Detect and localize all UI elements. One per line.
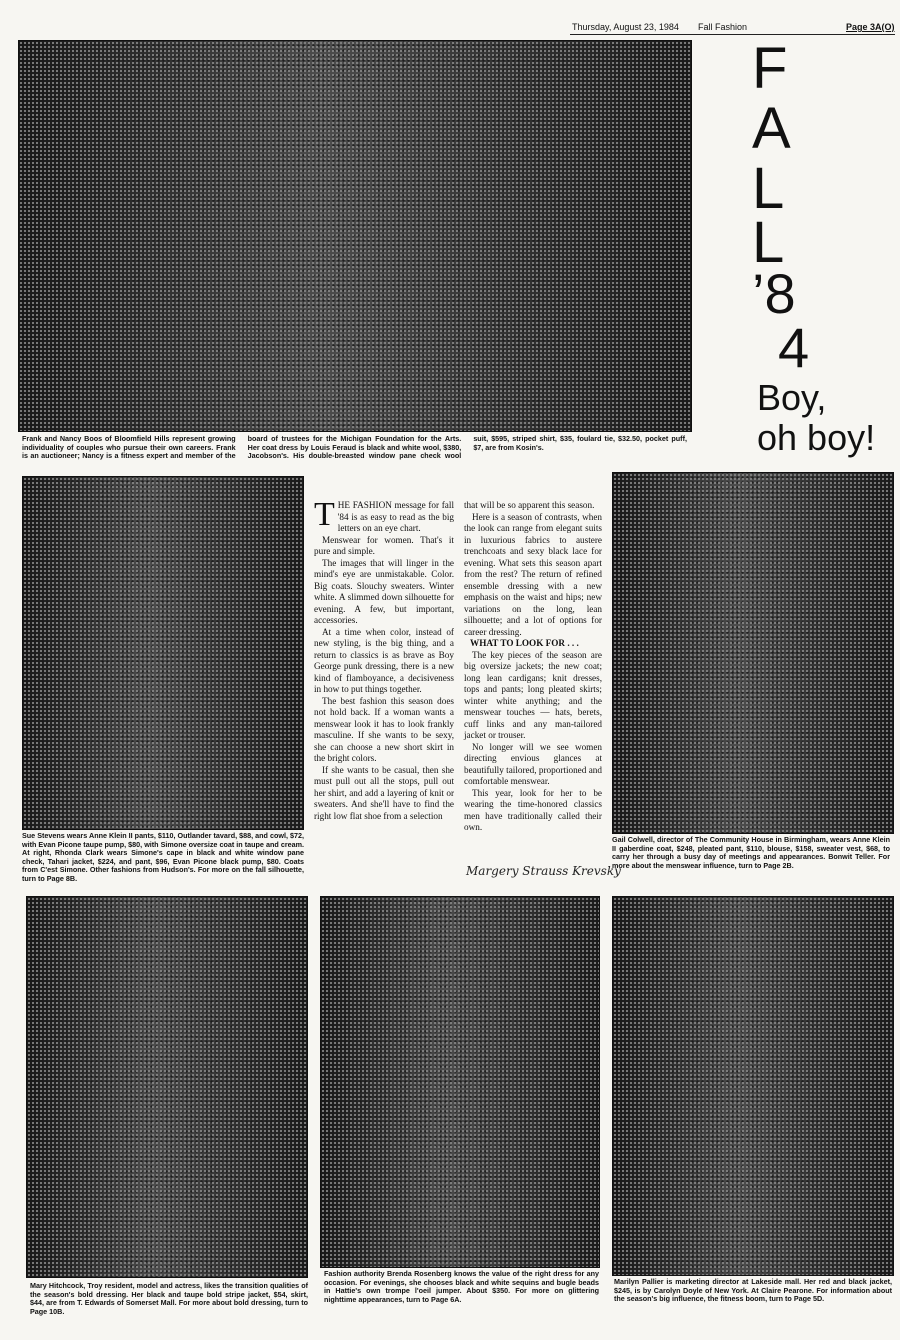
headline-letter-a: A <box>752 96 791 161</box>
article-paragraph: HE FASHION message for fall '84 is as easy to read as the big letters on an eye chart. <box>337 500 454 533</box>
caption-bottom-center: Fashion authority Brenda Rosenberg knows the value of the right dress for any occasion. For evenings, she chooses black and white sequins and bugle beads in Hattie's own trompe l'oeil jumper. About $350. For more on glittering nighttime appearances, turn to Page 6A. <box>324 1269 599 1304</box>
photo-gail <box>612 472 894 834</box>
article-paragraph: The key pieces of the season are big oversize jackets; the new coat; long lean cardigans; knit dresses, tops and pants; long pleated skirts; winter white anything; and the menswear touches — hats, berets, cuff links and any man-tailored jacket or trouser. <box>464 649 602 740</box>
headline-year-2: 4 <box>778 316 810 379</box>
photo-marilyn <box>612 896 894 1276</box>
headline-letter-f: F <box>752 36 788 101</box>
caption-right-mid: Gail Colwell, director of The Community House in Birmingham, wears Anne Klein II gaberdine coat, $248, pleated pant, $110, blouse, $158, sweater vest, $68, to carry her through a busy day of meetings and appearances. Bonwit Teller. For more about the menswear influence, turn to Page 2B. <box>612 835 890 870</box>
headline-letter-l1: L <box>752 156 785 221</box>
headline-year-1: ’8 <box>752 262 796 325</box>
article-paragraph: that will be so apparent this season. <box>464 500 595 510</box>
article-signature: Margery Strauss Krevsky <box>466 864 621 878</box>
article-paragraph: The images that will linger in the mind's eye are unmistakable. Color. Big coats. Slouchy sweaters. Winter white. A slimmed down silhouette for evening. A few, but important, accessories. <box>314 557 454 625</box>
caption-left-mid: Sue Stevens wears Anne Klein II pants, $110, Outlander tavard, $88, and cowl, $72, with Evan Picone taupe pump, $80, with Simone oversize coat in taupe and cream. At right, Rhonda Clark wears Simone's cape in black and white window pane check, Tahari jacket, $224, and pant, $96, Evan Picone black pump, $80. Coats from C'est Simone. Other fashions from Hudson's. For more on the fall silhouette, turn to Page 8B. <box>22 831 304 883</box>
photo-mary <box>26 896 308 1278</box>
caption-bottom-left: Mary Hitchcock, Troy resident, model and actress, likes the transition qualities of the season's bold dressing. Her black and taupe bold stripe jacket, $54, skirt, $44, are from T. Edwards of Somerset Mall. For more about bold dressing, turn to Page 10B. <box>30 1281 308 1316</box>
article-paragraph: Here is a season of contrasts, when the look can range from elegant suits in luxurious fabrics to austere trenchcoats and sexy black lace for evening. What sets this season apart from the rest? The return of refined ensemble dressing with a new emphasis on the waist and hips; new variations on the long, lean silhouette; and a lot of options for career dressing. <box>464 511 602 637</box>
header-section: Fall Fashion <box>698 22 748 32</box>
article-paragraph: If she wants to be casual, then she must pull out all the stops, pull out her shirt, and add a layering of knit or sweaters. And she'll have to find the right low flat shoe from a selection <box>314 764 454 821</box>
headline-tagline-2: oh boy! <box>757 417 876 458</box>
page-header <box>0 20 900 36</box>
article-subhead: WHAT TO LOOK FOR . . . <box>470 638 579 648</box>
article-column-2 <box>464 500 602 834</box>
header-page: Page 3A(O) <box>846 22 895 32</box>
photo-couple <box>18 40 692 432</box>
header-date: Thursday, August 23, 1984 <box>572 22 679 32</box>
article-paragraph: No longer will we see women directing envious glances at beautifully tailored, proportioned and comfortable menswear. <box>464 741 602 786</box>
caption-top: Frank and Nancy Boos of Bloomfield Hills represent growing individuality of couples who pursue their own careers. Frank is an auctioneer; Nancy is a fitness expert and member of the board of trustees for the Michigan Foundation for the Arts. Her coat dress by Louis Feraud is black and white wool, $380, Jacobson's. His double-breasted window pane check wool suit, $595, striped shirt, $35, foulard tie, $32.50, pocket puff, $7, are from Kosin's. <box>22 434 687 461</box>
headline-tagline-1: Boy, <box>757 377 827 418</box>
article-paragraph: The best fashion this season does not hold back. If a woman wants a menswear look it has to look frankly masculine. If she wants to be sexy, she can choose a new short skirt in the bright colors. <box>314 695 454 763</box>
caption-bottom-right: Marilyn Pallier is marketing director at Lakeside mall. Her red and black jacket, $245, is by Carolyn Doyle of New York. At Claire Pearone. For information about the season's big influence, the fitness boom, turn to Page 5D. <box>614 1277 892 1304</box>
headline-letter-l2: L <box>752 210 785 275</box>
article-paragraph: Menswear for women. That's it pure and simple. <box>314 534 454 556</box>
article-paragraph: At a time when color, instead of new styling, is the big thing, and a return to classics is as brave as Boy George punk dressing, there is a new kind of flamboyance, a decisiveness in how to put things together. <box>314 626 454 694</box>
photo-sue-rhonda <box>22 476 304 830</box>
article-column-1 <box>314 496 454 822</box>
article-paragraph: This year, look for her to be wearing the time-honored classics men have traditionally called their own. <box>464 787 602 832</box>
header-rule <box>570 34 895 35</box>
article-dropcap: T <box>314 496 335 533</box>
photo-brenda <box>320 896 600 1268</box>
